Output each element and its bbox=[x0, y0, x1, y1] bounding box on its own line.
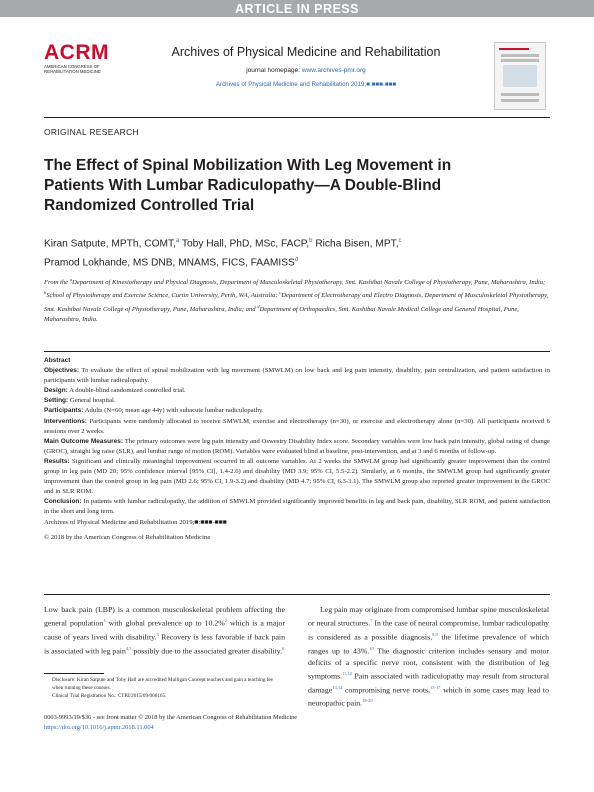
citation-ref[interactable]: 18-20 bbox=[362, 698, 373, 704]
citation-ref[interactable]: 15-17 bbox=[430, 684, 441, 690]
affiliation-marker[interactable]: b bbox=[309, 238, 313, 244]
footnote-disclosure: Disclosure: Kiran Satpute and Toby Hall are accredited Mulligan Concept teachers and gain a teaching fee when running these courses. bbox=[52, 677, 273, 691]
cover-title-bar bbox=[499, 48, 529, 50]
banner-text: ARTICLE IN PRESS bbox=[235, 1, 359, 16]
acrm-logo bbox=[44, 42, 124, 112]
journal-homepage bbox=[146, 67, 466, 74]
cover-text-block bbox=[501, 54, 539, 57]
affiliation-d: Department of Orthopaedics, Smt. Kashibai Navale Medical College and General Hospital, Pune, Maharashtra, India. bbox=[44, 305, 519, 324]
author-name: Kiran Satpute, MPTh, COMT, bbox=[44, 238, 176, 250]
author-name: Toby Hall, PhD, MSc, FACP, bbox=[181, 238, 310, 250]
abstract-top-divider bbox=[44, 351, 550, 352]
footnote-registration: Clinical Trial Registration No.: CTRI/2015/09/006165. bbox=[52, 692, 167, 699]
abstract-objectives: Objectives: To evaluate the effect of spinal mobilization with leg movement (SMWLM) on low back and leg pain intensity, disability, pain centralization, and patient satisfaction in participants with lumbar radiculopathy. bbox=[44, 367, 550, 385]
citation-ref[interactable]: 4,5 bbox=[125, 645, 132, 651]
acrm-logo-subtitle bbox=[44, 64, 124, 74]
citation-ref[interactable]: 3 bbox=[156, 632, 159, 637]
abstract bbox=[44, 356, 550, 543]
abstract-participants: Participants: Adults (N=60; mean age 44y) with subacute lumbar radiculopathy. bbox=[44, 407, 264, 415]
affiliation-prefix: From the bbox=[44, 279, 70, 287]
body-paragraph: Leg pain may originate from compromised lumbar spine musculoskeletal or neural structures.$^7$ In the case of neural compromise, lumbar radiculopathy is considered as a possible diagnosis,$^{8,9}$ the lifetime prevalence of which ranges up to 43%.$^{10}$ The diagnostic criterion includes sensory and motor deficits of a specific nerve root, consistent with the distribution of leg symptoms.$^{11,12}$ Pain associated with radiculopathy may result from structural damage$^{13,14}$ compromising nerve roots,$^{15-17}$ which in some cases may lead to neuropathic pain.$^{18-20}$ bbox=[308, 605, 549, 708]
affiliation-marker[interactable]: a bbox=[175, 238, 180, 244]
footnotes bbox=[44, 677, 285, 700]
body-column-right bbox=[308, 604, 549, 709]
acrm-logo-word: ACRM bbox=[44, 41, 109, 64]
cover-text-block bbox=[501, 93, 539, 96]
affiliation-marker[interactable]: d bbox=[294, 257, 299, 264]
affiliations: From the $^a$Department of Kinesiotherapy and Physical Diagnosis, Department of Musculoskeletal Physiotherapy, Smt. Kashibai Navale College of Physiotherapy, Pune, Maharashtra, India; $^b$School of Physiotherapy and Exercise Science, Curtin University, Perth, WA, Australia; $^c$Department of Electrotherapy and Electro Diagnosis, Department of Musculoskeletal Physiotherapy, Smt. Kashibai Navale College of Physiotherapy, Pune, Maharashtra, India; and $^d$Department of Orthopaedics, Smt. Kashibai Navale Medical College and General Hospital, Pune, Maharashtra, India. bbox=[44, 277, 549, 324]
abstract-outcome-measures: Main Outcome Measures: The primary outcomes were leg pain intensity and Oswestry Disability Index score. Secondary variables were low back pain intensity, global rating of change (GROC), straight leg raise (SLR), and lumbar range of motion (ROM). Variables were evaluated blind at baseline, post-intervention, and at 3 and 6 months of follow-up. bbox=[44, 437, 551, 455]
article-in-press-banner bbox=[0, 0, 594, 17]
journal-citation[interactable]: Archives of Physical Medicine and Rehabilitation 2019;■:■■■-■■■ bbox=[215, 81, 397, 88]
acrm-subtitle-line-1: AMERICAN CONGRESS OF bbox=[44, 64, 100, 69]
citation-ref[interactable]: 10 bbox=[369, 645, 374, 651]
publication-info bbox=[44, 713, 550, 733]
citation-ref[interactable]: 2 bbox=[224, 618, 228, 624]
affiliation-c: Department of Electrotherapy and Electro Diagnosis, Department of Musculoskeletal Physiotherapy, Smt. Kashibai Navale College of Physiotherapy, Pune, Maharashtra, India; and bbox=[44, 292, 549, 313]
citation-ref[interactable]: 11,12 bbox=[342, 670, 352, 676]
journal-cover-thumbnail bbox=[494, 42, 546, 110]
author-name: Richa Bisen, MPT, bbox=[315, 238, 399, 250]
abstract-results: Results: Significant and clinically meaningful improvement occurred in all outcome variables. At 2 weeks the SMWLM group had significantly greater improvement than the control group in leg pain (MD 20; 95% confidence interval [95% CI], 1.4-2.6) and disability (MD 3.9; 95% CI, 5.5-2.2). Similarly, at 6 months, the SMWLM group had significantly greater improvement than the control group in leg pain (MD 2.6; 95% CI, 1.9-3.2) and disability (MD 4.7; 95% CI, 6.3-3.1). The SMWLM group also reported greater improvement in the GROC and in SLR ROM. bbox=[44, 457, 550, 496]
citation-ref[interactable]: 8,9 bbox=[432, 632, 438, 637]
abstract-interventions: Interventions: Participants were randomly allocated to receive SMWLM, exercise and electrotherapy (n=30), or exercise and electrotherapy alone (n=30). All participants received 6 sessions over 2 weeks. bbox=[44, 417, 550, 435]
citation-ref[interactable]: 13,14 bbox=[332, 684, 343, 690]
journal-title: Archives of Physical Medicine and Rehabilitation bbox=[171, 45, 441, 59]
abstract-conclusion: Conclusion: In patients with lumbar radiculopathy, the addition of SMWLM provided significantly improved benefits in leg and back pain, disability, SLR ROM, and patient satisfaction in the short and long term. bbox=[44, 498, 551, 516]
footnote-divider bbox=[44, 673, 104, 674]
author-name: Pramod Lokhande, MS DNB, MNAMS, FICS, FAAMISS bbox=[44, 257, 295, 269]
issn-line: 0003-9993/19/$36 - see front matter © 2018 by the American Congress of Rehabilitation Medicine bbox=[44, 714, 298, 721]
body-column-left bbox=[44, 604, 285, 657]
header-divider bbox=[44, 117, 550, 118]
affiliation-a: Department of Kinesiotherapy and Physical Diagnosis, Department of Musculoskeletal Physiotherapy, Smt. Kashibai Navale College of Physiotherapy, Pune, Maharashtra, India; bbox=[72, 279, 546, 287]
abstract-heading: Abstract bbox=[44, 357, 71, 364]
doi-link[interactable]: https://doi.org/10.1016/j.apmr.2018.11.004 bbox=[44, 724, 154, 731]
cover-text-block bbox=[501, 99, 539, 102]
cover-image bbox=[503, 65, 537, 87]
abstract-copyright: © 2018 by the American Congress of Rehabilitation Medicine bbox=[44, 533, 211, 541]
article-title: The Effect of Spinal Mobilization With Leg Movement in Patients With Lumbar Radiculopathy—A Double-Blind Randomized Controlled Trial bbox=[44, 157, 452, 214]
homepage-link[interactable]: www.archives-pmr.org bbox=[301, 67, 366, 74]
affiliation-b: School of Physiotherapy and Exercise Science, Curtin University, Perth, WA, Australia; bbox=[46, 292, 278, 300]
article-type-label: ORIGINAL RESEARCH bbox=[44, 127, 139, 137]
cover-text-block bbox=[501, 59, 539, 62]
citation-ref[interactable]: 7 bbox=[370, 618, 373, 624]
citation-ref[interactable]: 6 bbox=[282, 645, 285, 651]
abstract-design: Design: A double-blind randomized controlled trial. bbox=[44, 387, 186, 395]
author-list bbox=[44, 233, 504, 272]
abstract-bottom-divider bbox=[44, 594, 550, 595]
citation-ref[interactable]: 1 bbox=[103, 618, 106, 624]
homepage-label: journal homepage: bbox=[246, 67, 301, 74]
abstract-journal-ref: Archives of Physical Medicine and Rehabilitation 2019;■:■■■-■■■ bbox=[44, 518, 227, 526]
body-paragraph: Low back pain (LBP) is a common musculoskeletal problem affecting the general population$^1$ with global prevalence up to 10.2%$^2$ which is a major cause of years lived with disability.$^3$ Recovery is less favorable if back pain is associated with leg pain$^{4,5}$ possibly due to the associated greater disability.$^6$ bbox=[44, 605, 285, 656]
affiliation-marker[interactable]: c bbox=[398, 238, 402, 244]
acrm-subtitle-line-2: REHABILITATION MEDICINE bbox=[44, 69, 101, 74]
abstract-setting: Setting: General hospital. bbox=[44, 397, 116, 405]
